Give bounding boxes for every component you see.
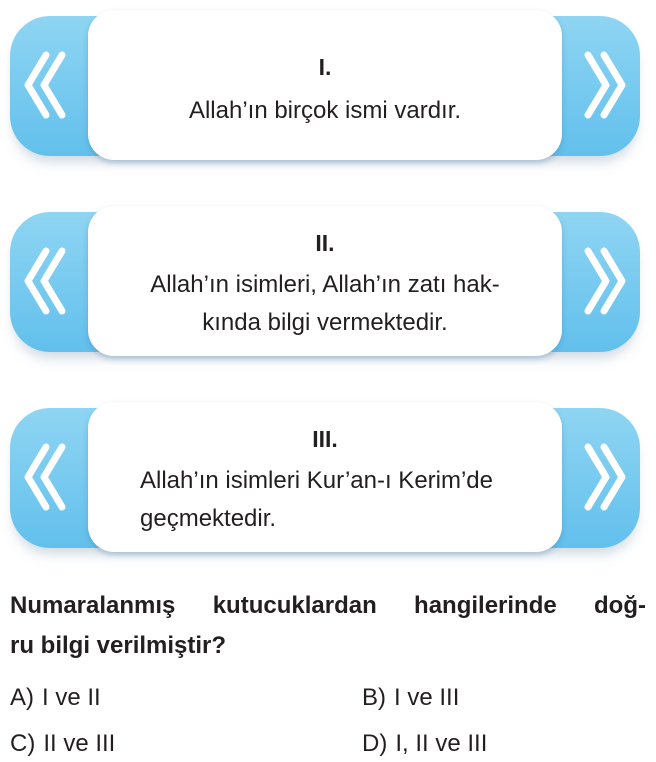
double-chevron-left-icon	[22, 247, 66, 315]
option-text: I, II ve III	[395, 730, 488, 757]
option-letter: A)	[10, 684, 34, 711]
double-chevron-left-icon	[22, 443, 66, 511]
option-d[interactable]	[362, 729, 487, 759]
statement-box-3	[10, 402, 640, 552]
statement-text: Allah’ın birçok ismi vardır.	[188, 97, 462, 124]
option-text: I ve III	[394, 684, 460, 711]
statement-box-1	[10, 10, 640, 160]
statement-box-2	[10, 206, 640, 356]
statement-text-line-2: kında bilgi vermektedir.	[202, 309, 448, 336]
question-line-1: Numaralanmış kutucuklardan hangilerinde doğ-	[10, 592, 646, 619]
double-chevron-left-icon	[22, 51, 66, 119]
option-letter: B)	[362, 684, 386, 711]
statement-number: II.	[315, 230, 335, 256]
option-text: II ve III	[43, 730, 116, 757]
statement-text-line-1: Allah’ın isimleri Kur’an-ı Kerim’de	[140, 467, 494, 494]
option-b[interactable]	[362, 683, 459, 713]
statement-card	[88, 10, 562, 160]
option-text: I ve II	[42, 684, 101, 711]
double-chevron-right-icon	[584, 247, 628, 315]
option-letter: D)	[362, 730, 388, 757]
statement-text-line-2: geçmektedir.	[140, 505, 277, 532]
statement-card	[88, 402, 562, 552]
question-text	[10, 586, 646, 666]
option-letter: C)	[10, 730, 36, 757]
statement-number: I.	[318, 54, 332, 80]
statement-number: III.	[312, 426, 338, 452]
statement-text-line-1: Allah’ın isimleri, Allah’ın zatı hak-	[150, 271, 500, 298]
option-c[interactable]	[10, 729, 115, 759]
question-line-2: ru bilgi verilmiştir?	[10, 632, 227, 659]
statement-card	[88, 206, 562, 356]
double-chevron-right-icon	[584, 443, 628, 511]
double-chevron-right-icon	[584, 51, 628, 119]
option-a[interactable]	[10, 683, 101, 713]
